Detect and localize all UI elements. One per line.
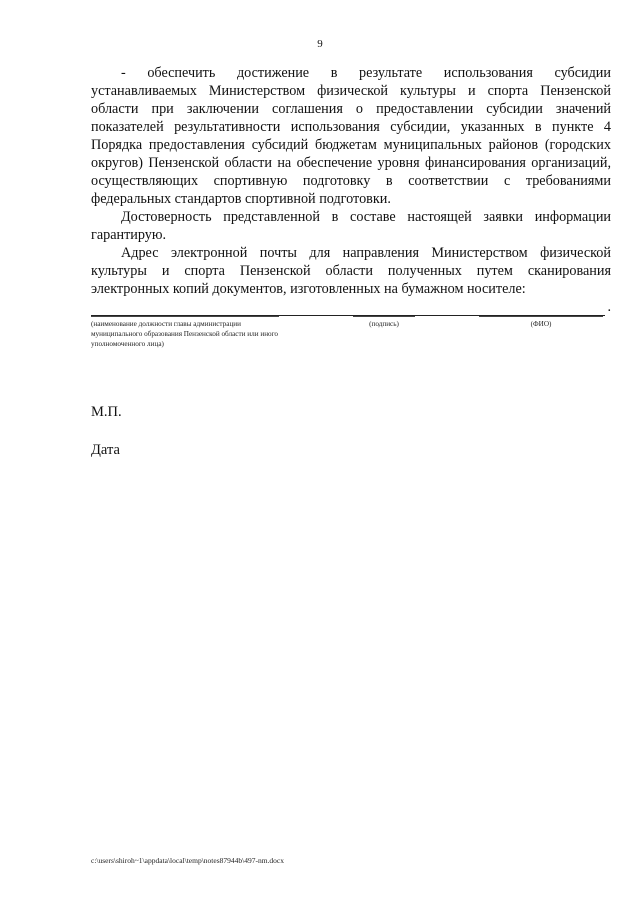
date-label: Дата [91,442,120,458]
fio-field [479,316,603,329]
fio-caption: (ФИО) [530,320,552,328]
document-body [91,64,611,316]
email-blank-row [91,298,611,316]
email-line-period: . [607,299,611,315]
signature-line[interactable] [353,316,415,317]
position-caption: (наименование должности главы администрации муниципального образования Пензенской области или иного уполномоченного лица) [91,320,279,348]
footer-file-path: c:\users\shiroh~1\appdata\local\temp\notes87944b\497-nm.docx [91,856,284,865]
fio-line[interactable] [479,316,603,317]
position-field [91,316,279,349]
page-number: 9 [317,38,323,50]
paragraph-obligation: - обеспечить достижение в результате использования субсидии устанавливаемых Министерством физической культуры и спорта Пензенской области при заключении соглашения о предоставлении субсидии значений показателей результативности использования субсидии, указанных в пункте 4 Порядка предоставления субсидий бюджетам муниципальных районов (городских округов) Пензенской области на обеспечение уровня финансирования организаций, осуществляющих спортивную подготовку в соответствии с требованиями федеральных стандартов спортивной подготовки. [91,65,611,207]
signature-block [91,316,611,376]
stamp-label: М.П. [91,404,122,420]
paragraph-guarantee: Достоверность представленной в составе настоящей заявки информации гарантирую. [91,209,611,243]
paragraph-email: Адрес электронной почты для направления Министерством физической культуры и спорта Пензенской области полученных путем сканирования электронных копий документов, изготовленных на бумажном носителе: [91,245,611,297]
signature-caption: (подпись) [369,320,399,328]
position-line[interactable] [91,316,279,317]
signature-field [353,316,415,329]
email-blank-line[interactable] [91,303,605,316]
